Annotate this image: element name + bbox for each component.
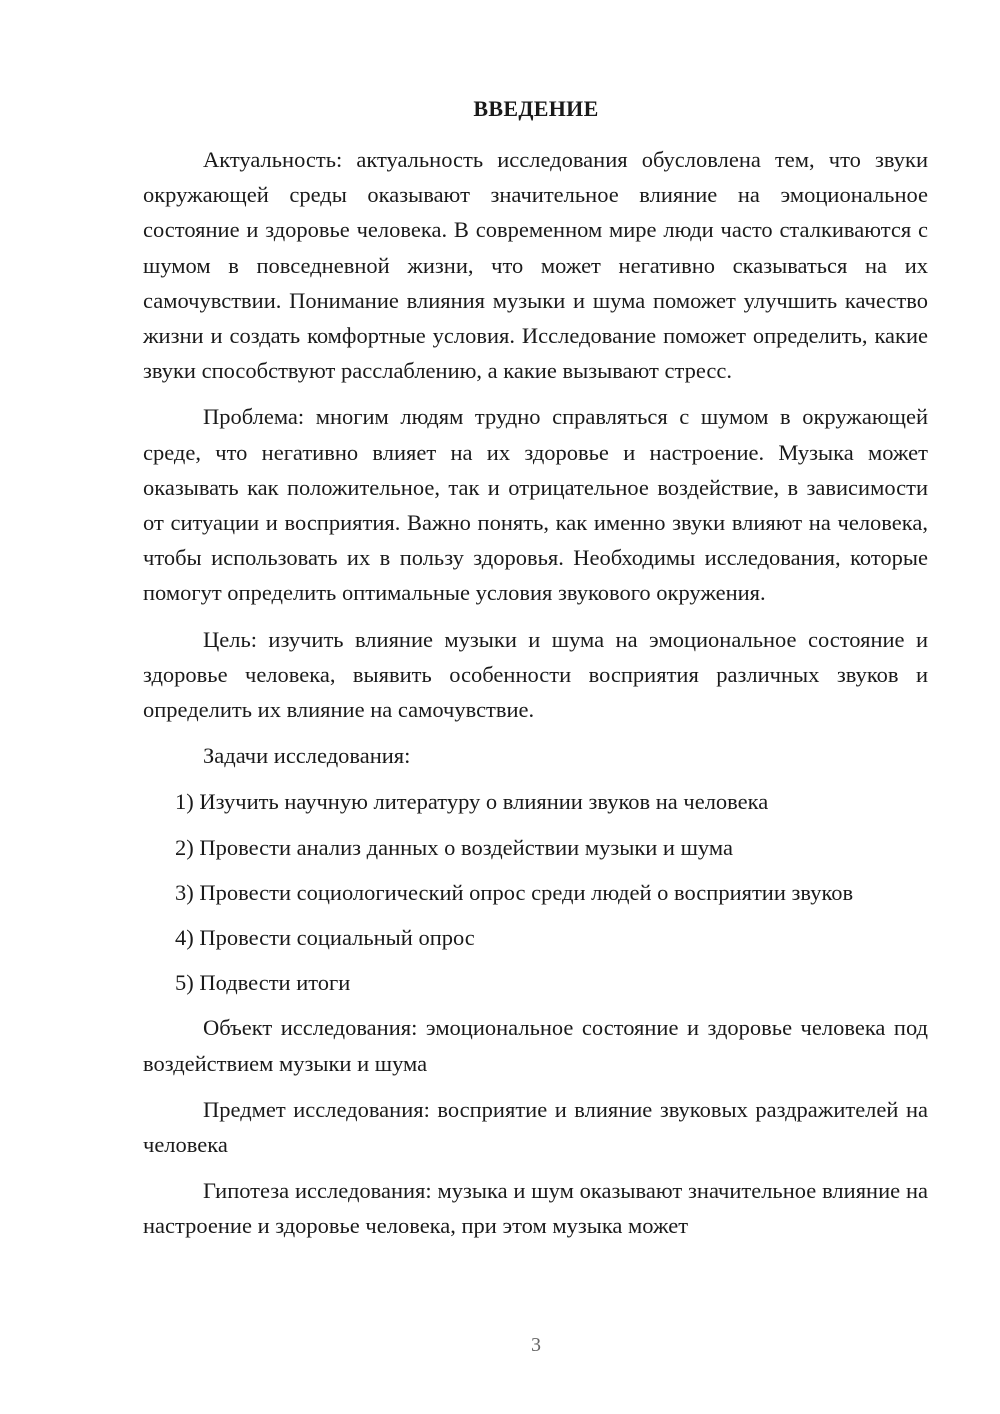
- problem-paragraph: Проблема: многим людям трудно справляться с шумом в окружающей среде, что негативно влияет на их здоровье и настроение. Музыка может оказывать как положительное, так и отрицательное воздействие, в зависимости от ситуации и восприятия. Важно понять, как именно звуки влияют на человека, чтобы использовать их в пользу здоровья. Необходимы исследования, которые помогут определить оптимальные условия звукового окружения.: [143, 404, 928, 606]
- task-item: 3) Провести социологический опрос среди людей о восприятии звуков: [175, 879, 854, 905]
- section-title: ВВЕДЕНИЕ: [473, 96, 599, 121]
- task-item: 2) Провести анализ данных о воздействии музыки и шума: [175, 834, 733, 860]
- tasks-list: [143, 784, 928, 1000]
- hypothesis-paragraph: Гипотеза исследования: музыка и шум оказывают значительное влияние на настроение и здоровье человека, при этом музыка может: [143, 1178, 928, 1239]
- relevance-paragraph: Актуальность: актуальность исследования обусловлена тем, что звуки окружающей среды оказывают значительное влияние на эмоциональное состояние и здоровье человека. В современном мире люди часто сталкиваются с шумом в повседневной жизни, что может негативно сказываться на их самочувствии. Понимание влияния музыки и шума поможет улучшить качество жизни и создать комфортные условия. Исследование поможет определить, какие звуки способствуют расслаблению, а какие вызывают стресс.: [143, 147, 928, 384]
- page-number: 3: [531, 1334, 541, 1356]
- task-item: 5) Подвести итоги: [175, 970, 351, 996]
- document-body: [143, 142, 928, 1255]
- goal-paragraph: Цель: изучить влияние музыки и шума на эмоциональное состояние и здоровье человека, выявить особенности восприятия различных звуков и определить их влияние на самочувствие.: [143, 626, 928, 723]
- task-item: 1) Изучить научную литературу о влиянии звуков на человека: [175, 789, 769, 815]
- tasks-heading: Задачи исследования:: [203, 743, 411, 769]
- object-paragraph: Объект исследования: эмоциональное состояние и здоровье человека под воздействием музыки и шума: [143, 1015, 928, 1076]
- task-item: 4) Провести социальный опрос: [175, 925, 475, 951]
- subject-paragraph: Предмет исследования: восприятие и влияние звуковых раздражителей на человека: [143, 1096, 928, 1158]
